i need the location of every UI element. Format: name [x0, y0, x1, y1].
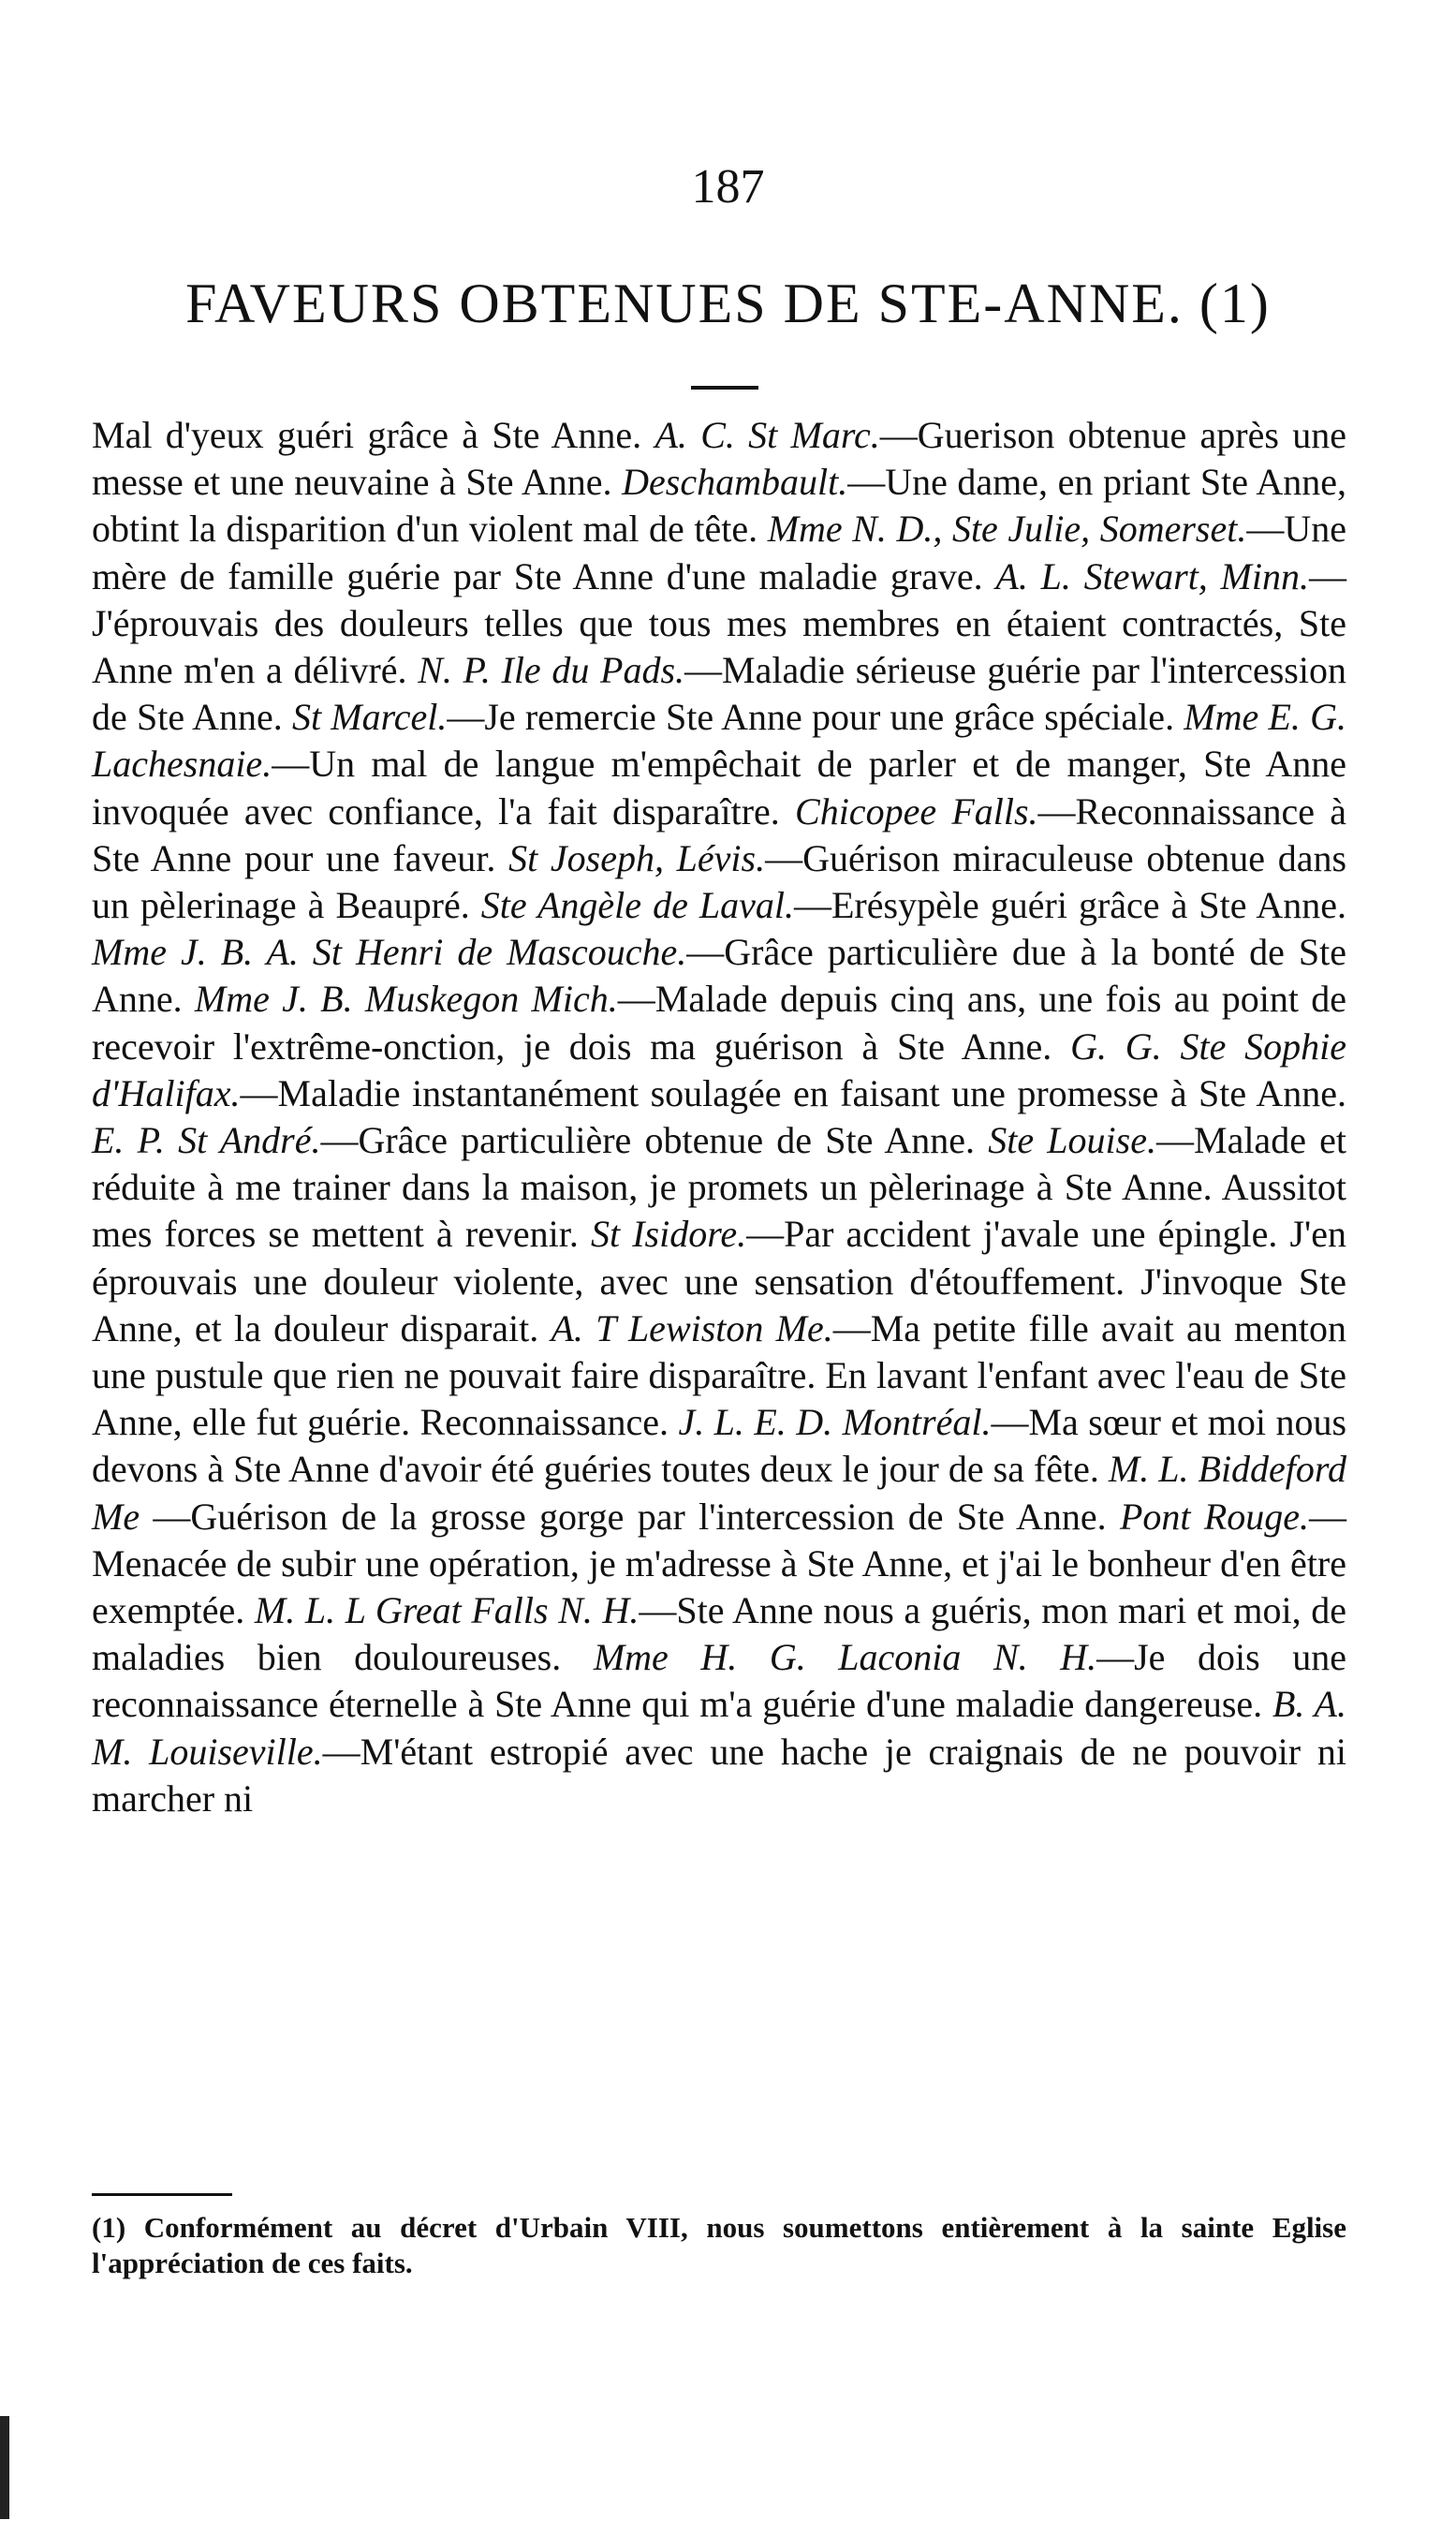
place-signature: St Isidore. [591, 1213, 747, 1256]
place-signature: M. L. Biddeford Me [92, 1448, 1347, 1538]
place-signature: Chicopee Falls. [795, 789, 1038, 833]
testimony-text: —Reconnaissance à Ste Anne pour une faveur. [92, 789, 1346, 879]
place-signature: A. C. St Marc. [654, 414, 880, 456]
place-signature: A. L. Stewart, Minn. [995, 554, 1309, 597]
place-signature: Mme E. G. Lachesnaie. [92, 696, 1347, 786]
place-signature: St Marcel. [291, 696, 448, 739]
testimony-text: —Maladie sérieuse guérie par l'intercession de Ste Anne. [92, 649, 1346, 739]
place-signature: Mme J. B. Muskegon Mich. [194, 978, 618, 1021]
place-signature: N. P. Ile du Pads. [418, 649, 685, 692]
place-signature: Mme H. G. Laconia N. H. [593, 1636, 1097, 1679]
place-signature: B. A. M. Louiseville. [92, 1683, 1346, 1773]
place-signature: St Joseph, Lévis. [508, 836, 766, 879]
testimony-text: —Ma sœur et moi nous devons à Ste Anne d'avoir été guéries toutes deux le jour de sa fête. [92, 1401, 1347, 1491]
testimony-text: —Je dois une reconnaissance éternelle à Ste Anne qui m'a guérie d'une maladie dangereuse. [92, 1636, 1346, 1726]
testimony-text: —Guérison de la grosse gorge par l'intercession de Ste Anne. [140, 1495, 1120, 1538]
testimony-text: —Je remercie Ste Anne pour une grâce spéciale. [447, 696, 1184, 739]
place-signature: Mme N. D., Ste Julie, Somerset. [767, 508, 1247, 551]
testimony-text: —Ma petite fille avait au menton une pustule que rien ne pouvait faire disparaître. En lavant l'enfant avec l'eau de Ste Anne, elle fut guérie. Reconnaissance. [92, 1306, 1346, 1444]
testimony-text: —Erésypèle guéri grâce à Ste Anne. [794, 884, 1347, 927]
place-signature: J. L. E. D. Montréal. [678, 1401, 992, 1444]
testimony-text: —M'étant estropié avec une hache je craignais de ne pouvoir ni marcher ni [92, 1730, 1346, 1820]
testimony-text: —Malade depuis cinq ans, une fois au point de recevoir l'extrême-onction, je dois ma guérison à Ste Anne. [92, 978, 1346, 1068]
binding-edge-mark [0, 2416, 9, 2519]
testimony-text: —Guérison miraculeuse obtenue dans un pèlerinage à Beaupré. [92, 836, 1347, 927]
testimony-text: —Ste Anne nous a guéris, mon mari et moi, de maladies bien douloureuses. [92, 1589, 1347, 1679]
testimony-text: —Grâce particulière obtenue de Ste Anne. [320, 1119, 989, 1162]
title-divider [691, 386, 758, 390]
testimony-text: —Une mère de famille guérie par Ste Anne d'une maladie grave. [92, 508, 1346, 597]
place-signature: Ste Angèle de Laval. [480, 884, 794, 927]
place-signature: G. G. Ste Sophie d'Halifax. [92, 1024, 1346, 1114]
body-paragraph [92, 412, 1346, 1822]
testimony-text: —J'éprouvais des douleurs telles que tous mes membres en étaient contractés, Ste Anne m'en a délivré. [92, 554, 1346, 692]
page-title: FAVEURS OBTENUES DE STE-ANNE. (1) [185, 273, 1271, 334]
place-signature: A. T Lewiston Me. [551, 1306, 833, 1349]
footnote-divider [92, 2193, 232, 2196]
place-signature: Ste Louise. [988, 1119, 1156, 1162]
testimony-text: —Par accident j'avale une épingle. J'en éprouvais une douleur violente, avec une sensation d'étouffement. J'invoque Ste Anne, et la douleur disparait. [92, 1213, 1346, 1349]
testimony-text: —Une dame, en priant Ste Anne, obtint la disparition d'un violent mal de tête. [92, 461, 1346, 551]
testimony-text: —Un mal de langue m'empêchait de parler et de manger, Ste Anne invoquée avec confiance, l'a fait disparaître. [92, 743, 1346, 833]
footnote: (1) Conformément au décret d'Urbain VIII, nous soumettons entièrement à la sainte Eglise l'appréciation de ces faits. [92, 2211, 1346, 2279]
testimony-text: —Guerison obtenue après une messe et une neuvaine à Ste Anne. [92, 414, 1346, 504]
testimony-text: —Malade et réduite à me trainer dans la maison, je promets un pèlerinage à Ste Anne. Aussitot mes forces se mettent à revenir. [92, 1119, 1347, 1256]
testimony-text: Mal d'yeux guéri grâce à Ste Anne. [92, 414, 655, 456]
place-signature: Pont Rouge. [1119, 1495, 1310, 1538]
testimony-text: —Maladie instantanément soulagée en faisant une promesse à Ste Anne. [240, 1071, 1346, 1114]
testimony-text: —Menacée de subir une opération, je m'adresse à Ste Anne, et j'ai le bonheur d'en être exemptée. [92, 1495, 1347, 1632]
place-signature: Deschambault. [622, 461, 848, 504]
page-number: 187 [691, 160, 765, 214]
place-signature: E. P. St André. [92, 1119, 321, 1162]
place-signature: M. L. L Great Falls N. H. [254, 1589, 640, 1632]
testimony-text: —Grâce particulière due à la bonté de Ste Anne. [92, 931, 1346, 1021]
place-signature: Mme J. B. A. St Henri de Mascouche. [92, 931, 687, 974]
